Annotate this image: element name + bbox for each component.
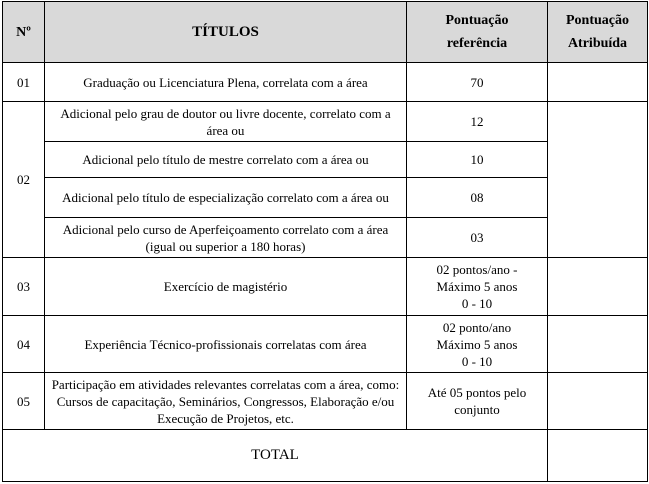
header-reference-line2: referência (446, 36, 508, 51)
scoring-table (2, 1, 648, 482)
table-row (3, 316, 648, 373)
score-line: 02 ponto/ano (442, 319, 512, 335)
row-reference-score: 12 (407, 102, 548, 142)
row-reference-score: 10 (407, 142, 548, 178)
score-line: Até 05 pontos pelo (427, 385, 527, 400)
total-assigned-score (548, 430, 648, 482)
row-title: Adicional pelo título de mestre correlato com a área ou (45, 142, 407, 178)
row-num: 03 (3, 258, 45, 316)
row-reference-score (407, 316, 548, 373)
row-reference-score: 70 (407, 63, 548, 102)
row-reference-score (407, 258, 548, 316)
row-title: Adicional pelo título de especialização correlato com a área ou (45, 178, 407, 218)
row-title: Adicional pelo grau de doutor ou livre docente, correlato com a área ou (45, 102, 407, 142)
table-row (3, 373, 648, 430)
score-line: Máximo 5 anos (436, 279, 518, 294)
total-row (3, 430, 648, 482)
header-assigned-line1: Pontuação (566, 13, 629, 28)
header-row (3, 2, 648, 63)
row-reference-score: 08 (407, 178, 548, 218)
score-line: 0 - 10 (461, 296, 493, 311)
row-num: 04 (3, 316, 45, 373)
row-reference-score: 03 (407, 218, 548, 258)
score-line: Máximo 5 anos (436, 336, 518, 352)
header-num: Nº (3, 2, 45, 63)
row-assigned-score (548, 63, 648, 102)
row-assigned-score (548, 258, 648, 316)
row-title: Experiência Técnico-profissionais correlatas com área (45, 316, 407, 373)
row-title: Participação em atividades relevantes correlatas com a área, como: Cursos de capacitação, Seminários, Congressos, Elaboração e/ou Execução de Projetos, etc. (45, 373, 407, 430)
row-num: 02 (3, 102, 45, 258)
header-titulos: TÍTULOS (45, 2, 407, 63)
row-reference-score (407, 373, 548, 430)
header-reference-line1: Pontuação (445, 13, 509, 28)
table-row (3, 258, 648, 316)
row-num: 01 (3, 63, 45, 102)
header-assigned-score (548, 2, 648, 63)
total-label: TOTAL (3, 430, 548, 482)
score-line: 02 pontos/ano - (436, 262, 518, 277)
header-assigned-line2: Atribuída (567, 36, 628, 51)
table-row (3, 102, 648, 142)
row-num: 05 (3, 373, 45, 430)
row-assigned-score (548, 373, 648, 430)
score-line: conjunto (454, 402, 500, 417)
score-line: 0 - 10 (461, 353, 493, 369)
row-title: Adicional pelo curso de Aperfeiçoamento correlato com a área (igual ou superior a 180 horas) (45, 218, 407, 258)
header-reference-score (407, 2, 548, 63)
row-assigned-score (548, 102, 648, 258)
table-row (3, 63, 648, 102)
row-title: Graduação ou Licenciatura Plena, correlata com a área (45, 63, 407, 102)
row-title: Exercício de magistério (45, 258, 407, 316)
row-assigned-score (548, 316, 648, 373)
